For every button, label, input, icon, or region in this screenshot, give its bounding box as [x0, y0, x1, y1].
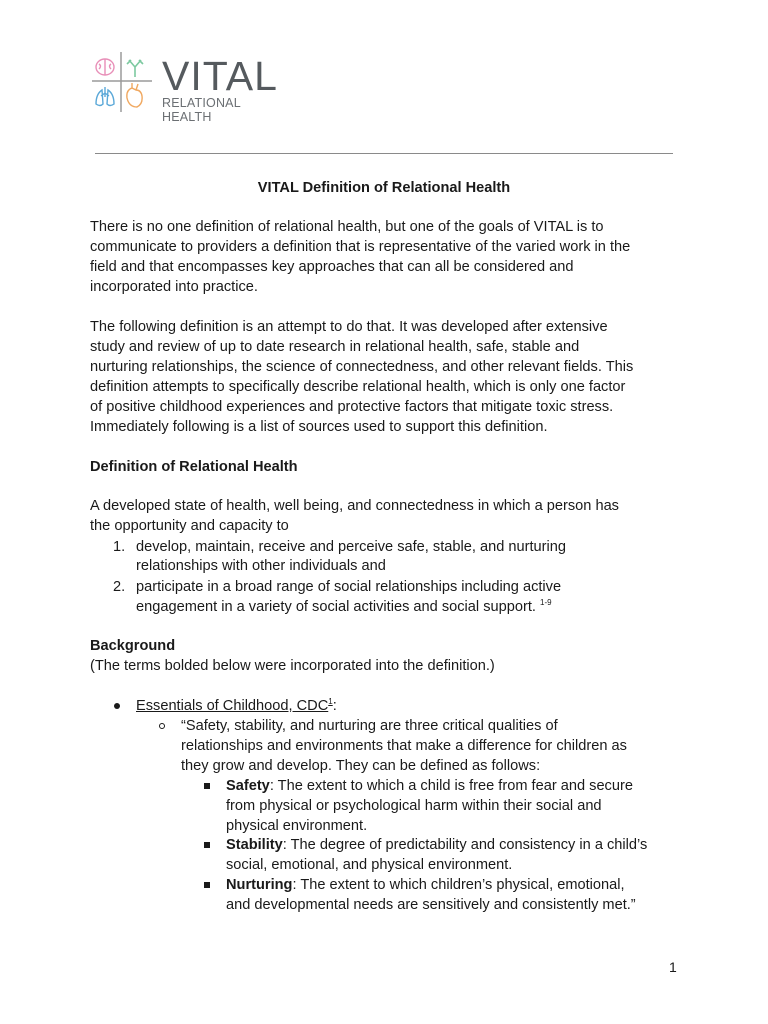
- document-title: VITAL Definition of Relational Health: [257, 180, 511, 196]
- term-line: social, emotional, and physical environment.: [226, 857, 513, 873]
- antibody-icon: [127, 60, 143, 77]
- term-stability: [226, 835, 647, 855]
- list-number: 1.: [113, 539, 126, 555]
- background-note: (The terms bolded below were incorporated into the definition.): [90, 658, 495, 674]
- colon: :: [332, 698, 337, 714]
- quote-line: “Safety, stability, and nurturing are three critical qualities of: [181, 718, 558, 734]
- bullet-dot: [114, 703, 120, 709]
- paragraph-line: field and that encompasses key approaches that can all be considered and: [90, 259, 574, 275]
- paragraph-line: definition attempts to specifically describe relational health, which is only one factor: [90, 379, 626, 395]
- paragraph-line: There is no one definition of relational health, but one of the goals of VITAL is to: [90, 219, 604, 235]
- term-label: Stability: [226, 837, 283, 853]
- paragraph-line: study and review of up to date research in relational health, safe, stable and: [90, 339, 580, 355]
- vital-logo: [92, 52, 292, 124]
- bullet-circle: [159, 723, 165, 729]
- list-item-text: engagement in a variety of social activities and social support.: [136, 599, 536, 615]
- heart-icon: [127, 83, 142, 107]
- paragraph-line: nurturing relationships, the science of connectedness, and other relevant fields. This: [90, 359, 634, 375]
- definition-heading: Definition of Relational Health: [90, 459, 298, 475]
- paragraph-line: The following definition is an attempt to do that. It was developed after extensive: [90, 319, 608, 335]
- paragraph-line: incorporated into practice.: [90, 279, 258, 295]
- term-nurturing: [226, 875, 625, 895]
- term-text: : The degree of predictability and consistency in a child’s: [282, 837, 648, 853]
- list-item-line: [136, 597, 552, 617]
- term-line: and developmental needs are sensitively and consistently met.”: [226, 897, 636, 913]
- header-divider: [95, 153, 673, 154]
- quote-line: relationships and environments that make a difference for children as: [181, 738, 627, 754]
- paragraph-line: communicate to providers a definition that is representative of the varied work in the: [90, 239, 631, 255]
- citation-superscript: 1: [328, 697, 333, 706]
- essentials-link[interactable]: Essentials of Childhood, CDC: [136, 698, 329, 714]
- logo-mark: [92, 52, 154, 114]
- term-label: Nurturing: [226, 877, 293, 893]
- bullet-square: [204, 783, 210, 789]
- logo-wordmark: VITAL: [162, 53, 278, 99]
- logo-subtitle: RELATIONAL HEALTH: [162, 96, 241, 124]
- bullet-square: [204, 882, 210, 888]
- term-safety: [226, 776, 633, 796]
- list-number: 2.: [113, 579, 126, 595]
- paragraph-line: Immediately following is a list of sources used to support this definition.: [90, 419, 548, 435]
- list-item-line: develop, maintain, receive and perceive safe, stable, and nurturing: [136, 539, 566, 555]
- list-item-line: participate in a broad range of social relationships including active: [136, 579, 562, 595]
- brain-icon: [96, 59, 114, 75]
- page-number: 1: [669, 959, 677, 975]
- citation-superscript: 1-9: [540, 598, 552, 607]
- essentials-item: [136, 696, 337, 716]
- paragraph-line: of positive childhood experiences and protective factors that mitigate toxic stress.: [90, 399, 614, 415]
- quote-line: they grow and develop. They can be defined as follows:: [181, 758, 541, 774]
- term-text: : The extent to which a child is free from fear and secure: [269, 778, 633, 794]
- paragraph-line: A developed state of health, well being, and connectedness in which a person has: [90, 498, 619, 514]
- paragraph-line: the opportunity and capacity to: [90, 518, 289, 534]
- list-item-line: relationships with other individuals and: [136, 558, 386, 574]
- bullet-square: [204, 842, 210, 848]
- term-line: from physical or psychological harm within their social and: [226, 798, 602, 814]
- term-label: Safety: [226, 778, 270, 794]
- background-heading: Background: [90, 638, 176, 654]
- term-text: : The extent to which children’s physical, emotional,: [292, 877, 625, 893]
- lungs-icon: [96, 87, 114, 106]
- term-line: physical environment.: [226, 818, 368, 834]
